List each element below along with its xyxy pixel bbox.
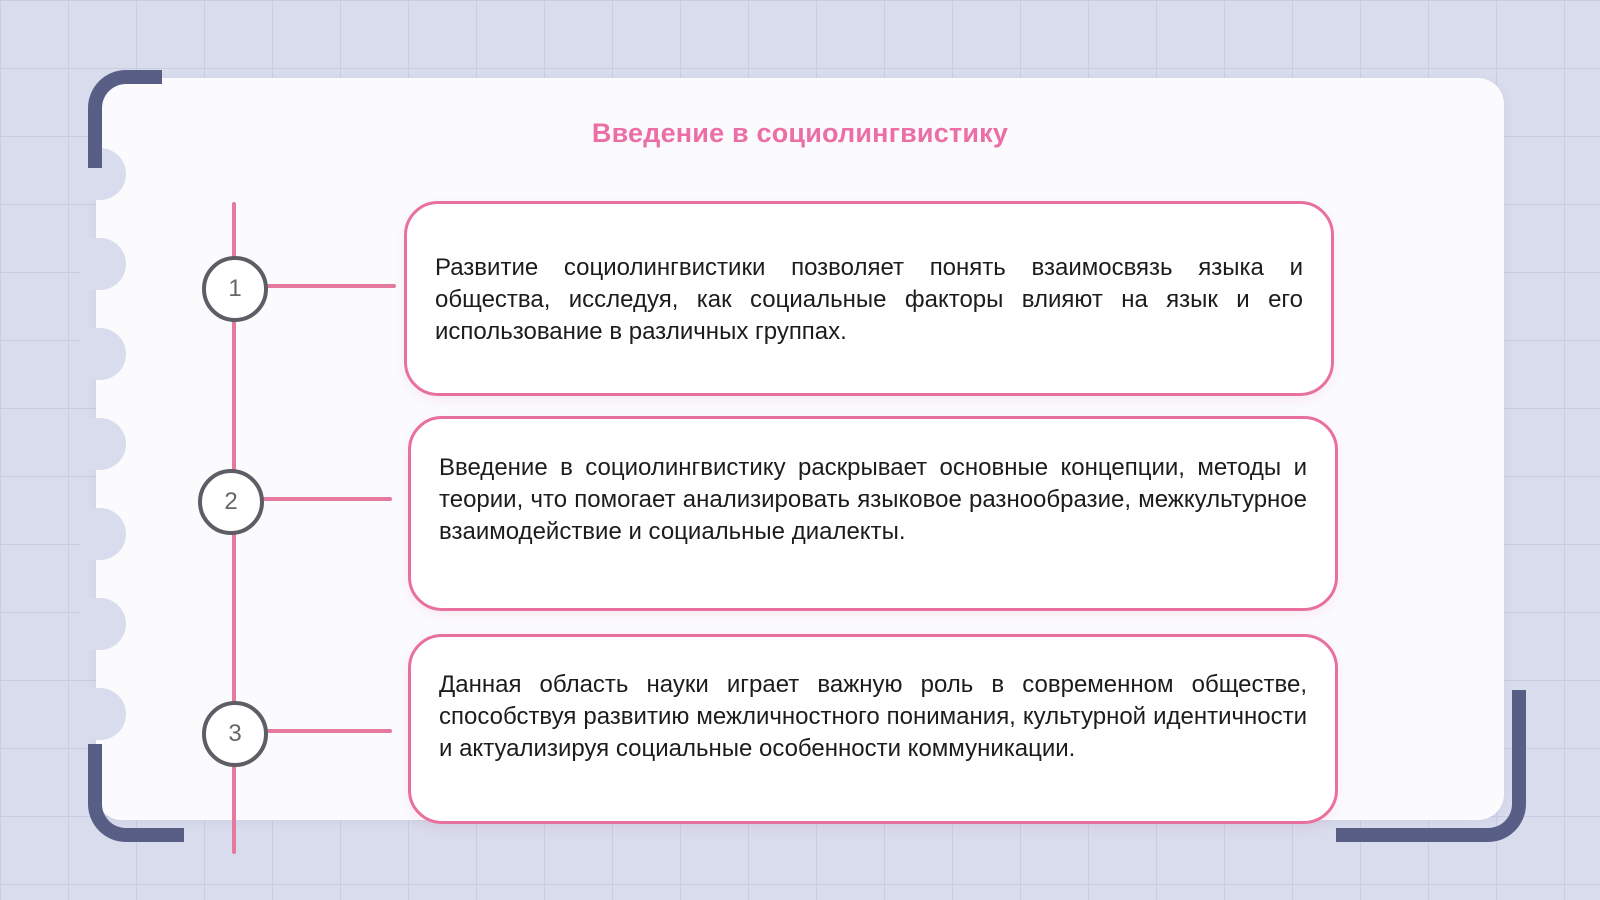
step-marker-3	[202, 701, 268, 767]
step-card-2	[408, 416, 1338, 611]
step-card-1	[404, 201, 1334, 396]
step-marker-1	[202, 256, 268, 322]
step-marker-2	[198, 469, 264, 535]
page-title: Введение в социолингвистику	[591, 118, 1009, 148]
step-text: Введение в социолингвистику раскрывает основные концепции, методы и теории, что помогает анализировать языковое разнообразие, межкультурное взаимодействие и социальные диалекты.	[439, 454, 1307, 545]
step-card-3	[408, 634, 1338, 824]
timeline-connector	[266, 729, 392, 733]
step-number: 3	[228, 720, 242, 747]
step-number: 1	[228, 275, 242, 302]
corner-bracket-bottom-left	[88, 744, 184, 842]
timeline-connector	[262, 497, 392, 501]
step-text: Данная область науки играет важную роль в современном обществе, способствуя развитию межличностного понимания, культурной идентичности и актуализируя социальные особенности коммуникации.	[439, 671, 1307, 762]
step-text: Развитие социолингвистики позволяет понять взаимосвязь языка и общества, исследуя, как социальные факторы влияют на язык и его использование в различных группах.	[435, 254, 1303, 345]
timeline-connector	[266, 284, 396, 288]
corner-bracket-bottom-right	[1336, 690, 1526, 842]
step-number: 2	[224, 488, 238, 515]
